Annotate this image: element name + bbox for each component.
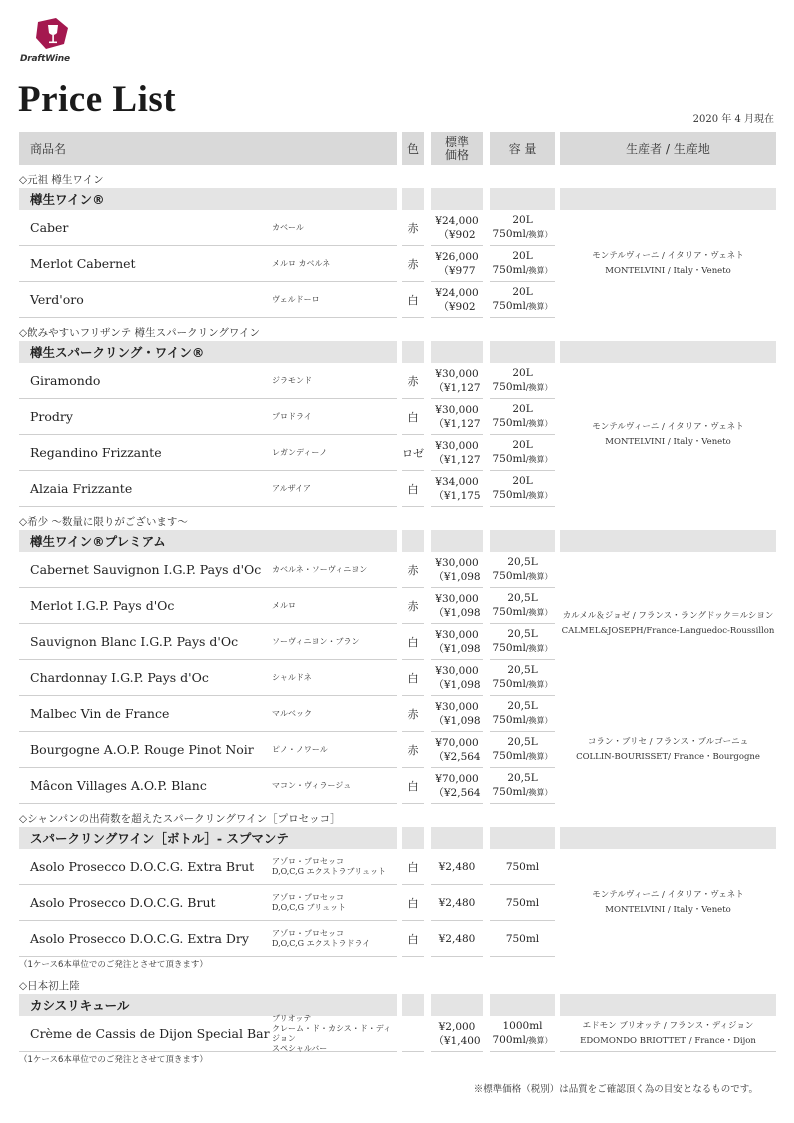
price-cell [431,1016,483,1052]
volume-sub [490,488,555,503]
wine-color: 白 [402,282,424,318]
wine-glass-icon [34,16,72,50]
volume-main: 20L [512,403,533,415]
volume-sub [490,713,555,728]
wine-color [402,1016,424,1052]
kana-line: ブリオッテ [272,1013,312,1023]
volume-sub [490,227,555,242]
price-cell [431,246,483,282]
volume-sub [490,1033,555,1048]
kana-line: メルロ カベルネ [272,258,331,268]
kana-line: アゾロ・プロセッコ [272,892,344,902]
price-per-bottle: （¥902 [438,228,476,241]
price-per-bottle: （¥2,564 [433,786,481,799]
price-main: ¥30,000 [435,592,479,605]
product-name-kana [270,745,328,755]
kana-line: シャルドネ [272,672,312,682]
producer-jp: カルメル＆ジョゼ / フランス・ラングドック＝ルシヨン [562,611,774,621]
kana-line: ジラモンド [272,375,312,385]
price-per-bottle: （¥2,564 [433,750,481,763]
volume-bottle: 750ml [492,417,526,429]
volume-sub [490,380,555,395]
section-heading [19,513,776,530]
volume-bottle: 750ml [492,300,526,312]
producer-jp: コラン・ブリセ / フランス・ブルゴーニュ [587,737,749,747]
section-heading-text: ◇シャンパンの出荷数を超えたスパークリングワイン［プロセッコ］ [19,813,341,825]
table-row [19,849,776,885]
volume-bottle: 750ml [492,453,526,465]
volume-bottle: 750ml [492,642,526,654]
section-heading [19,171,776,188]
volume-sub [490,452,555,467]
product-name-en: Caber [30,220,69,235]
volume-cell [490,282,555,318]
producer-cell [560,696,776,804]
wine-color: 赤 [402,246,424,282]
table-row [19,552,776,588]
producer-jp: モンテルヴィーニ / イタリア・ヴェネト [592,251,744,261]
product-name-kana [270,412,312,422]
kana-line: D,O,C,G ブリュット [272,902,347,912]
volume-note: /換算） [525,383,553,392]
volume-note: /換算） [525,644,553,653]
volume-sub [490,263,555,278]
producer-en: MONTELVINI / Italy・Veneto [605,905,731,915]
header-standard-price: 標準 価格 [431,132,483,165]
price-per-bottle: （¥1,127 [433,453,481,466]
product-name-kana [270,857,386,877]
price-cell [431,921,483,957]
producer-en: CALMEL&JOSEPH/France-Languedoc-Roussillon [561,626,775,636]
wine-color: 白 [402,624,424,660]
wine-color: 赤 [402,552,424,588]
wine-color: 赤 [402,732,424,768]
volume-cell [490,696,555,732]
product-name-kana [270,601,296,611]
price-main: ¥70,000 [435,736,479,749]
kana-line: D,O,C,G エクストラドライ [272,938,371,948]
table-header [19,132,776,165]
product-name-kana [270,1014,397,1054]
product-name-en: Sauvignon Blanc I.G.P. Pays d'Oc [30,634,239,649]
header-name: 商品名 [19,132,397,165]
volume-cell [490,588,555,624]
producer-en: MONTELVINI / Italy・Veneto [605,437,731,447]
volume-main: 20,5L [507,664,538,676]
kana-line: アゾロ・プロセッコ [272,856,344,866]
price-main: ¥2,480 [438,896,476,909]
volume-bottle: 750ml [492,678,526,690]
product-name-en: Asolo Prosecco D.O.C.G. Brut [30,895,216,910]
product-name-kana [270,673,312,683]
price-cell [431,282,483,318]
kana-line: ソーヴィニヨン・ブラン [272,636,360,646]
volume-main: 20L [512,439,533,451]
volume-main: 750ml [505,932,540,945]
kana-line: ヴェルドーロ [272,294,320,304]
price-main: ¥30,000 [435,367,479,380]
producer-jp: モンテルヴィーニ / イタリア・ヴェネト [592,422,744,432]
volume-main: 1000ml [502,1020,543,1032]
wine-color: 白 [402,921,424,957]
volume-bottle: 700ml [492,1034,526,1046]
volume-note: /換算） [525,716,553,725]
price-per-bottle: （¥902 [438,300,476,313]
volume-note: /換算） [525,455,553,464]
subsection-header [19,341,776,363]
product-name-en: Crème de Cassis de Dijon Special Bar [30,1026,270,1041]
kana-line: メルロ [272,600,296,610]
product-name-kana [270,295,320,305]
price-per-bottle: （¥1,098 [433,678,481,691]
section-heading-text: ◇希少 ～数量に限りがございます～ [19,516,188,528]
page-title: Price List [18,79,177,120]
producer-en: EDOMONDO BRIOTTET / France・Dijon [580,1035,756,1046]
kana-line: レガンディーノ [272,447,328,457]
product-name [19,1013,397,1053]
table-row [19,210,776,246]
price-cell [431,624,483,660]
wine-color: 白 [402,885,424,921]
volume-bottle: 750ml [492,750,526,762]
product-name [19,471,397,507]
volume-cell [490,885,555,921]
product-name-en: Cabernet Sauvignon I.G.P. Pays d'Oc [30,562,262,577]
kana-line: D,O,C,G エクストラブリュット [272,866,386,876]
price-cell [431,885,483,921]
table-row [19,1016,776,1052]
volume-cell [490,210,555,246]
product-name-en: Malbec Vin de France [30,706,170,721]
price-cell [431,732,483,768]
volume-bottle: 750ml [492,606,526,618]
volume-bottle: 750ml [492,264,526,276]
volume-cell [490,849,555,885]
volume-note: /換算） [525,788,553,797]
volume-note: /換算） [525,752,553,761]
volume-cell [490,363,555,399]
subsection-title: 樽生ワイン®プレミアム [19,530,397,552]
product-name-kana [270,709,312,719]
section-heading-text: ◇元祖 樽生ワイン [19,174,104,186]
product-name-en: Merlot I.G.P. Pays d'Oc [30,598,175,613]
product-name [19,732,397,768]
price-main: ¥70,000 [435,772,479,785]
volume-main: 20,5L [507,556,538,568]
volume-main: 20,5L [507,592,538,604]
price-cell [431,768,483,804]
producer-en: COLLIN-BOURISSET/ France・Bourgogne [576,752,760,762]
volume-main: 750ml [505,896,540,909]
product-name [19,696,397,732]
price-main: ¥34,000 [435,475,479,488]
volume-main: 20,5L [507,700,538,712]
order-note [19,957,776,971]
volume-note: /換算） [525,302,553,311]
product-name-kana [270,259,330,269]
subsection-header [19,994,776,1016]
header-producer: 生産者 / 生産地 [560,132,776,165]
volume-cell [490,660,555,696]
producer-jp: エドモン ブリオッテ / フランス・ディジョン [582,1020,754,1031]
price-per-bottle: （¥1,400 [433,1034,481,1047]
section-heading [19,977,776,994]
kana-line: アルザイア [272,483,311,493]
producer-cell [560,210,776,318]
price-per-bottle: （¥1,127 [433,417,481,430]
product-name [19,849,397,885]
product-name-en: Asolo Prosecco D.O.C.G. Extra Dry [30,931,249,946]
product-name-kana [270,376,312,386]
price-cell [431,399,483,435]
product-name [19,363,397,399]
as-of-date: 2020 年 4 月現在 [692,114,774,125]
price-cell [431,660,483,696]
kana-line: ピノ・ノワール [272,744,328,754]
product-name [19,246,397,282]
volume-note: /換算） [525,491,553,500]
wine-color: 赤 [402,696,424,732]
product-name-kana [270,893,346,913]
product-name-kana [270,637,360,647]
volume-main: 20,5L [507,736,538,748]
price-cell [431,435,483,471]
price-main: ¥30,000 [435,556,479,569]
table-row [19,363,776,399]
price-main: ¥2,480 [438,860,476,873]
order-note-text: （1ケース6本単位でのご発注とさせて頂きます） [19,1055,208,1065]
wine-color: 白 [402,399,424,435]
kana-line: アゾロ・プロセッコ [272,928,344,938]
price-main: ¥30,000 [435,664,479,677]
volume-cell [490,768,555,804]
volume-main: 20L [512,214,533,226]
product-name [19,435,397,471]
price-cell [431,552,483,588]
order-note [19,1052,776,1066]
price-main: ¥30,000 [435,700,479,713]
product-name [19,399,397,435]
subsection-header [19,530,776,552]
volume-note: /換算） [525,572,553,581]
product-name-en: Mâcon Villages A.O.P. Blanc [30,778,207,793]
volume-note: /換算） [525,1036,553,1045]
wine-color: ロゼ [402,435,424,471]
producer-cell [560,552,776,696]
footnote: ※標準価格（税別）は品質をご確認頂く為の目安となるものです。 [473,1084,758,1095]
price-per-bottle: （¥1,098 [433,570,481,583]
subsection-title: カシスリキュール [19,994,397,1016]
price-per-bottle: （¥1,098 [433,714,481,727]
product-name [19,921,397,957]
volume-main: 750ml [505,860,540,873]
product-name [19,210,397,246]
price-per-bottle: （¥1,098 [433,606,481,619]
volume-main: 20L [512,250,533,262]
volume-cell [490,399,555,435]
product-name-en: Alzaia Frizzante [30,481,133,496]
volume-cell [490,921,555,957]
volume-sub [490,641,555,656]
subsection-header [19,827,776,849]
price-main: ¥30,000 [435,628,479,641]
volume-cell [490,435,555,471]
table-row [19,696,776,732]
price-cell [431,363,483,399]
kana-line: クレーム・ド・カシス・ド・ディジョン [272,1023,392,1043]
subsection-title: 樽生スパークリング・ワイン® [19,341,397,363]
kana-line: マコン・ヴィラージュ [272,780,352,790]
volume-bottle: 750ml [492,489,526,501]
volume-sub [490,416,555,431]
product-name-kana [270,929,370,949]
section-heading [19,810,776,827]
price-cell [431,849,483,885]
volume-cell [490,1016,555,1052]
volume-note: /換算） [525,419,553,428]
volume-bottle: 750ml [492,228,526,240]
volume-sub [490,569,555,584]
producer-cell [560,363,776,507]
product-name-kana [270,781,351,791]
price-main: ¥26,000 [435,250,479,263]
wine-color: 赤 [402,588,424,624]
product-name-en: Asolo Prosecco D.O.C.G. Extra Brut [30,859,255,874]
volume-bottle: 750ml [492,714,526,726]
product-name-en: Giramondo [30,373,101,388]
volume-bottle: 750ml [492,570,526,582]
price-main: ¥2,000 [438,1020,476,1033]
volume-note: /換算） [525,680,553,689]
producer-cell [560,849,776,957]
product-name-kana [270,448,327,458]
price-per-bottle: （¥1,127 [433,381,481,394]
wine-color: 赤 [402,363,424,399]
wine-color: 白 [402,471,424,507]
volume-sub [490,677,555,692]
product-name-kana [270,223,304,233]
volume-bottle: 750ml [492,381,526,393]
brand-logo [20,16,90,66]
price-per-bottle: （¥1,098 [433,642,481,655]
wine-color: 白 [402,768,424,804]
price-main: ¥24,000 [435,214,479,227]
product-name-en: Bourgogne A.O.P. Rouge Pinot Noir [30,742,254,757]
section-heading [19,324,776,341]
product-name-en: Regandino Frizzante [30,445,162,460]
volume-cell [490,624,555,660]
price-cell [431,210,483,246]
kana-line: マルベック [272,708,312,718]
volume-main: 20L [512,286,533,298]
volume-main: 20,5L [507,772,538,784]
kana-line: カベール [272,222,304,232]
product-name-en: Verd'oro [30,292,84,307]
volume-note: /換算） [525,266,553,275]
kana-line: スペシャルバー [272,1043,328,1053]
brand-name: DraftWine [20,54,70,64]
order-note-text: （1ケース6本単位でのご発注とさせて頂きます） [19,960,208,970]
volume-main: 20L [512,475,533,487]
subsection-header [19,188,776,210]
volume-note: /換算） [525,608,553,617]
price-cell [431,471,483,507]
product-name-en: Prodry [30,409,73,424]
price-table [19,132,776,1066]
header-volume: 容 量 [490,132,555,165]
producer-jp: モンテルヴィーニ / イタリア・ヴェネト [592,890,744,900]
volume-sub [490,605,555,620]
product-name [19,282,397,318]
volume-cell [490,552,555,588]
product-name-kana [270,484,311,494]
product-name [19,588,397,624]
product-name [19,552,397,588]
producer-cell [560,1016,776,1052]
product-name [19,885,397,921]
price-main: ¥24,000 [435,286,479,299]
product-name [19,768,397,804]
product-name [19,624,397,660]
price-main: ¥30,000 [435,439,479,452]
section-heading-text: ◇飲みやすいフリザンテ 樽生スパークリングワイン [19,327,261,339]
volume-note: /換算） [525,230,553,239]
product-name-kana [270,565,367,575]
product-name-en: Merlot Cabernet [30,256,136,271]
price-cell [431,696,483,732]
volume-cell [490,246,555,282]
volume-cell [490,732,555,768]
price-main: ¥30,000 [435,403,479,416]
wine-color: 白 [402,660,424,696]
price-per-bottle: （¥977 [438,264,476,277]
product-name-en: Chardonnay I.G.P. Pays d'Oc [30,670,209,685]
volume-sub [490,785,555,800]
producer-en: MONTELVINI / Italy・Veneto [605,266,731,276]
kana-line: プロドライ [272,411,312,421]
volume-sub [490,749,555,764]
section-heading-text: ◇日本初上陸 [19,980,80,992]
volume-cell [490,471,555,507]
volume-bottle: 750ml [492,786,526,798]
kana-line: カベルネ・ソーヴィニヨン [272,564,368,574]
volume-main: 20L [512,367,533,379]
wine-color: 白 [402,849,424,885]
volume-main: 20,5L [507,628,538,640]
subsection-title: 樽生ワイン® [19,188,397,210]
subsection-title: スパークリングワイン［ボトル］- スプマンテ [19,827,397,849]
wine-color: 赤 [402,210,424,246]
volume-sub [490,299,555,314]
header-color: 色 [402,132,424,165]
price-cell [431,588,483,624]
product-name [19,660,397,696]
price-main: ¥2,480 [438,932,476,945]
price-per-bottle: （¥1,175 [433,489,481,502]
